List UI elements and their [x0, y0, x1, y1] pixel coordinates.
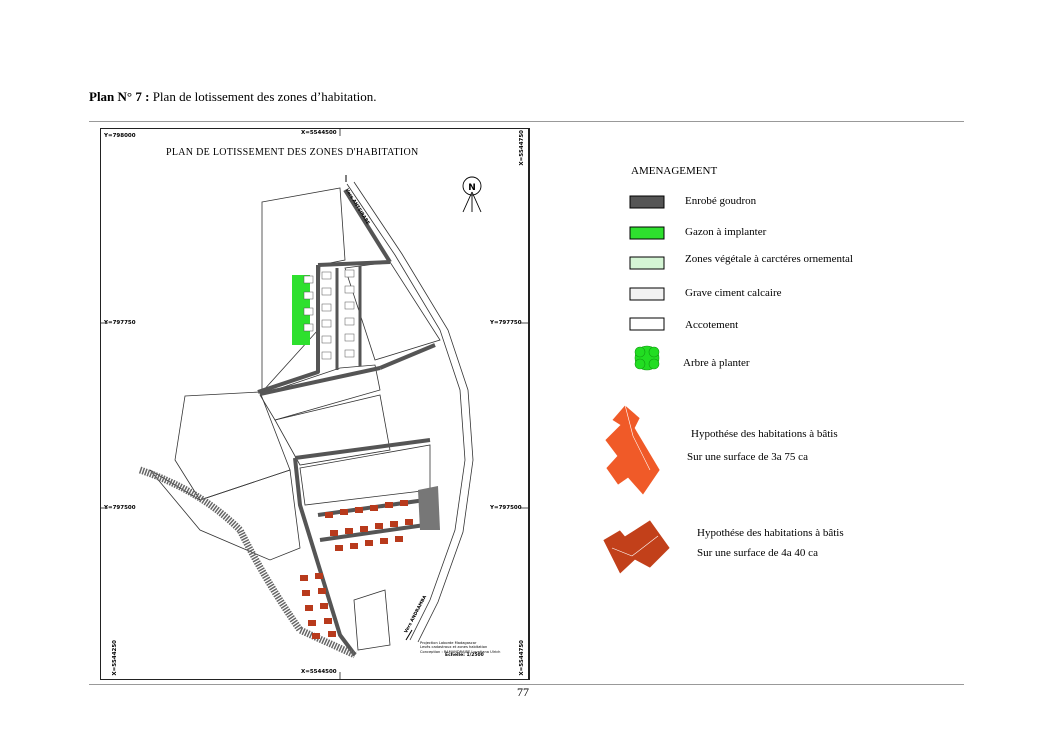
coord-bottom-x: X=5544500 — [301, 669, 337, 675]
credit-scale: Echelle: 1/2500 — [445, 652, 484, 658]
map-credit — [420, 641, 500, 658]
coord-top-left-y: Y=798000 — [104, 133, 136, 139]
road-label-top: Vers ANTSIRABE — [343, 188, 370, 226]
hypothesis-2-line-2: Sur une surface de 4a 40 ca — [697, 547, 818, 559]
coord-bottom-right-x: X=5544750 — [519, 640, 525, 676]
coord-right-y-mid: Y=797750 — [490, 320, 522, 326]
coord-left-y-mid: Y=797750 — [104, 320, 136, 326]
legend-title: AMENAGEMENT — [631, 165, 718, 177]
legend-swatch-asphalt — [630, 196, 664, 208]
map-title: PLAN DE LOTISSEMENT DES ZONES D'HABITATION — [166, 147, 419, 158]
credit-line-3: Conception : RAMANDRAIBE Lovatiana Ulrich — [420, 649, 501, 654]
tree-icon — [635, 346, 659, 370]
legend-swatch-lawn — [630, 227, 664, 239]
legend-label-lawn: Gazon à implanter — [685, 226, 767, 238]
legend-label-gravel: Grave ciment calcaire — [685, 287, 782, 299]
legend-label-asphalt: Enrobé goudron — [685, 195, 757, 207]
coord-right-y-low: Y=797500 — [490, 505, 522, 511]
house-type-2-icon — [603, 520, 670, 574]
legend-swatch-gravel — [630, 288, 664, 300]
legend-swatch-ornamental — [630, 257, 664, 269]
svg-text:N: N — [468, 183, 476, 193]
hypothesis-1-line-1: Hypothése des habitations à bâtis — [691, 428, 838, 440]
legend-label-shoulder: Accotement — [685, 319, 739, 331]
credit-line-1: Projection Laborde Madagascar — [420, 641, 477, 645]
coord-left-y-low: Y=797500 — [104, 505, 136, 511]
house-type-1-icon — [605, 405, 660, 495]
road-label-bottom: Vers ANDRAMBA — [404, 594, 429, 635]
caption-text: Plan de lotissement des zones d’habitation. — [152, 89, 377, 104]
coord-top-right-x: X=5544750 — [519, 130, 525, 166]
legend-swatch-shoulder — [630, 318, 664, 330]
coord-bottom-left-x: X=5544250 — [112, 640, 118, 676]
coord-top-x: X=5544500 — [301, 130, 337, 136]
caption-prefix: Plan N° 7 : — [89, 89, 150, 104]
page-number: 77 — [517, 685, 529, 699]
hypothesis-1-line-2: Sur une surface de 3a 75 ca — [687, 451, 808, 463]
hypothesis-2-line-1: Hypothése des habitations à bâtis — [697, 527, 844, 539]
legend-label-ornamental: Zones végétale à carctéres ornemental — [685, 253, 853, 265]
credit-line-2: Levés cadastraux et zones habitation — [420, 645, 488, 650]
legend-label-tree: Arbre à planter — [683, 357, 750, 369]
